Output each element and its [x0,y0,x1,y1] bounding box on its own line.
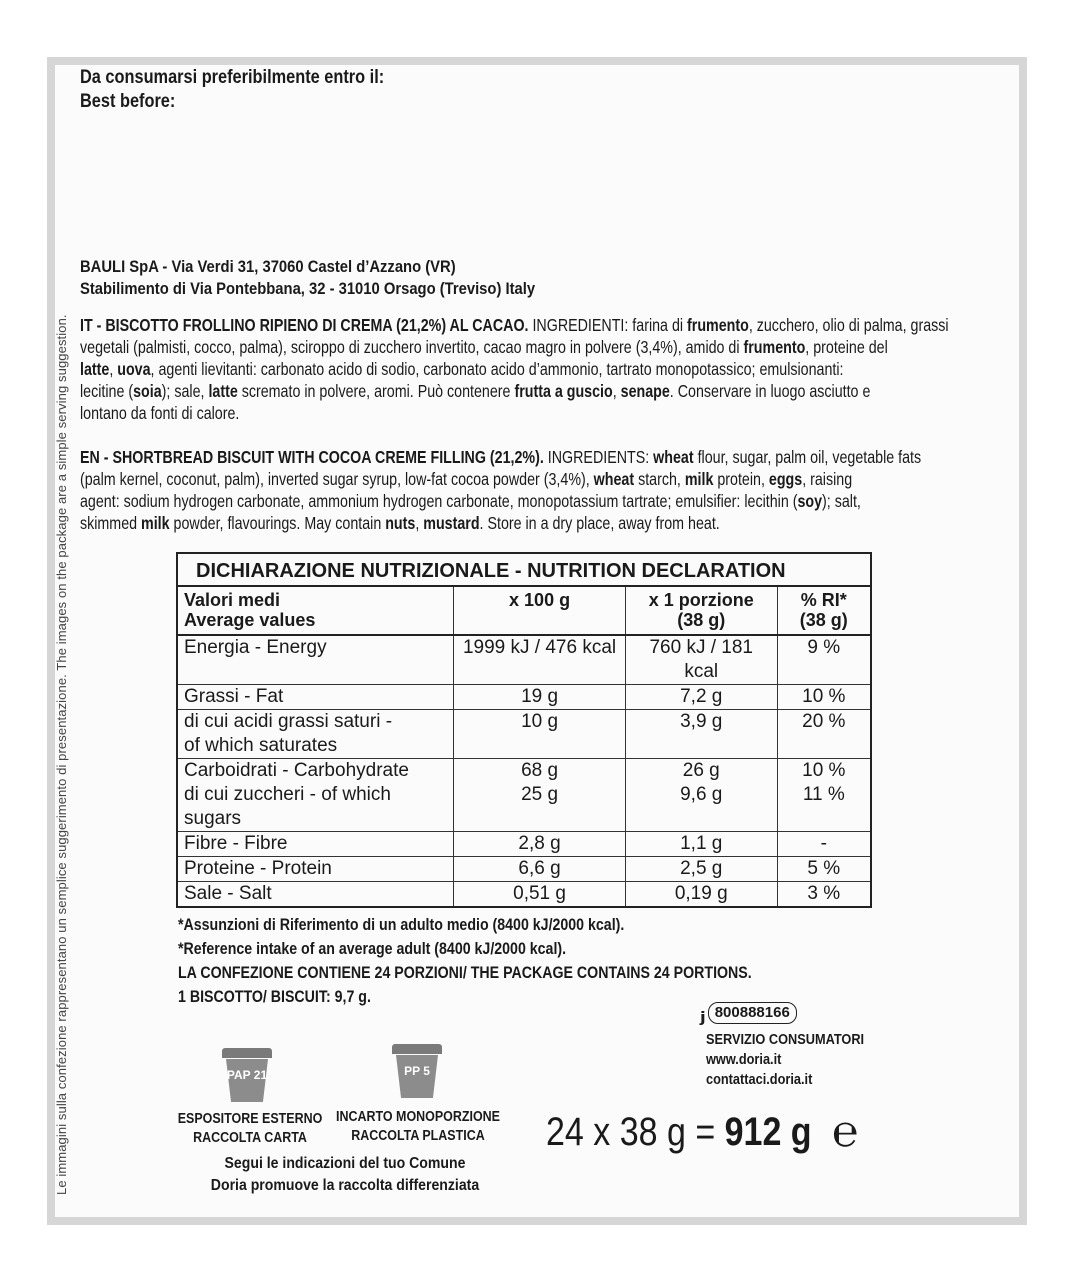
nutrient-label: Sale - Salt [177,882,454,908]
value-per-portion: 7,2 g [625,685,777,710]
service-website: www.doria.it [706,1052,782,1068]
value-ri: 3 % [777,882,871,908]
nutrition-row [177,685,871,710]
value-ri: 10 % [777,685,871,710]
ingredients-it-line: latte, uova, agenti lievitanti: carbonato acido di sodio, carbonato acido d’ammonio, tartrato monopotassico; emulsionanti: [80,359,844,379]
side-disclaimer: Le immagini sulla confezione rappresentano un semplice suggerimento di presentazione. The images on the package are a simple serving suggestion. [54,314,69,1195]
value-per-portion: 26 g 9,6 g [625,759,777,832]
value-per-portion: 1,1 g [625,832,777,857]
bin-paper-caption: ESPOSITORE ESTERNO RACCOLTA CARTA [177,1111,323,1146]
nutrition-header-row [177,586,871,635]
ingredients-en [80,446,921,534]
consumer-phone [700,998,797,1028]
ingredients-it [80,314,949,424]
value-per-100g: 19 g [454,685,626,710]
footnotes [178,913,752,1009]
value-per-portion: 3,9 g [625,710,777,759]
footnote-ri-en: *Reference intake of an average adult (8400 kJ/2000 kcal). [178,940,567,958]
header-ri: % RI* (38 g) [777,586,871,635]
value-per-100g: 1999 kJ / 476 kcal [454,635,626,685]
value-per-100g: 0,51 g [454,882,626,908]
estimated-sign-icon: ℮ [832,1107,859,1156]
value-per-100g: 2,8 g [454,832,626,857]
ingredients-en-line: EN - SHORTBREAD BISCUIT WITH COCOA CREME FILLING (21,2%). INGREDIENTS: wheat flour, sugar, palm oil, vegetable fats [80,447,922,467]
value-per-portion: 760 kJ / 181 kcal [625,635,777,685]
nutrition-body [177,635,871,907]
header-per-portion: x 1 porzione (38 g) [625,586,777,635]
value-per-portion: 0,19 g [625,882,777,908]
footnote-biscuit-weight: 1 BISCOTTO/ BISCUIT: 9,7 g. [178,988,371,1006]
address-line-2: Stabilimento di Via Pontebbana, 32 - 31010 Orsago (Treviso) Italy [80,279,536,298]
value-per-100g: 68 g 25 g [454,759,626,832]
nutrition-row [177,882,871,908]
recycle-bin-paper-icon [222,1048,272,1102]
nutrition-row [177,832,871,857]
ingredients-it-line: lecitine (soia); sale, latte scremato in polvere, aromi. Può contenere frutta a guscio, senape. Conservare in luogo asciutto e [80,381,871,401]
best-before-it: Da consumarsi preferibilmente entro il: [80,67,385,88]
nutrition-row [177,635,871,685]
value-per-100g: 6,6 g [454,857,626,882]
bin-plastic-caption: INCARTO MONOPORZIONE RACCOLTA PLASTICA [336,1109,500,1144]
footnote-portions: LA CONFEZIONE CONTIENE 24 PORZIONI/ THE PACKAGE CONTAINS 24 PORTIONS. [178,964,752,982]
nutrition-row [177,759,871,832]
nutrition-table [176,552,872,908]
ingredients-it-line: lontano da fonti di calore. [80,403,240,423]
best-before-en: Best before: [80,91,176,112]
ingredients-en-line: skimmed milk powder, flavourings. May contain nuts, mustard. Store in a dry place, away from heat. [80,513,720,533]
phone-number: 800888166 [708,1002,797,1024]
nutrition-title-row [177,553,871,586]
best-before [80,66,384,114]
value-ri: 9 % [777,635,871,685]
nutrient-label: Energia - Energy [177,635,454,685]
value-ri: 20 % [777,710,871,759]
bin-plastic-label: PP 5 [404,1064,430,1078]
nutrient-label: Grassi - Fat [177,685,454,710]
address-line-1: BAULI SpA - Via Verdi 31, 37060 Castel d’Azzano (VR) [80,257,456,276]
nutrition-row [177,710,871,759]
nutrient-label: di cui acidi grassi saturi - of which saturates [177,710,454,759]
value-ri: - [777,832,871,857]
ingredients-it-line: IT - BISCOTTO FROLLINO RIPIENO DI CREMA (21,2%) AL CACAO. INGREDIENTI: farina di frumento, zucchero, olio di palma, grassi [80,315,949,335]
nutrient-label: Proteine - Protein [177,857,454,882]
footnote-ri-it: *Assunzioni di Riferimento di un adulto medio (8400 kJ/2000 kcal). [178,916,625,934]
nutrition-row [177,857,871,882]
value-per-100g: 10 g [454,710,626,759]
ingredients-en-line: agent: sodium hydrogen carbonate, ammonium hydrogen carbonate, monopotassium tartrate; emulsifier: lecithin (soy); salt, [80,491,861,511]
recycle-bin-plastic-icon [392,1044,442,1098]
service-title: SERVIZIO CONSUMATORI [706,1032,865,1048]
header-per-100g: x 100 g [454,586,626,635]
header-average-values: Valori medi Average values [177,586,454,635]
bin-paper-label: PAP 21 [226,1068,268,1082]
phone-icon: ⱼ [700,998,706,1028]
value-ri: 10 % 11 % [777,759,871,832]
recycling-note: Segui le indicazioni del tuo Comune Doria promuove la raccolta differenziata [210,1155,480,1194]
value-ri: 5 % [777,857,871,882]
net-weight: 24 x 38 g = 912 g [546,1110,812,1154]
ingredients-it-line: vegetali (palmisti, cocco, palma), sciroppo di zucchero invertito, cacao magro in polvere (3,4%), amido di frumento, proteine del [80,337,888,357]
manufacturer-address [80,256,535,300]
value-per-portion: 2,5 g [625,857,777,882]
ingredients-en-line: (palm kernel, coconut, palm), inverted sugar syrup, low-fat cocoa powder (3,4%), wheat starch, milk protein, eggs, raising [80,469,853,489]
nutrient-label: Carboidrati - Carbohydrate di cui zuccheri - of which sugars [177,759,454,832]
service-contact: contattaci.doria.it [706,1072,813,1088]
consumer-service [706,1030,864,1090]
nutrition-title: DICHIARAZIONE NUTRIZIONALE - NUTRITION DECLARATION [177,553,871,586]
nutrient-label: Fibre - Fibre [177,832,454,857]
